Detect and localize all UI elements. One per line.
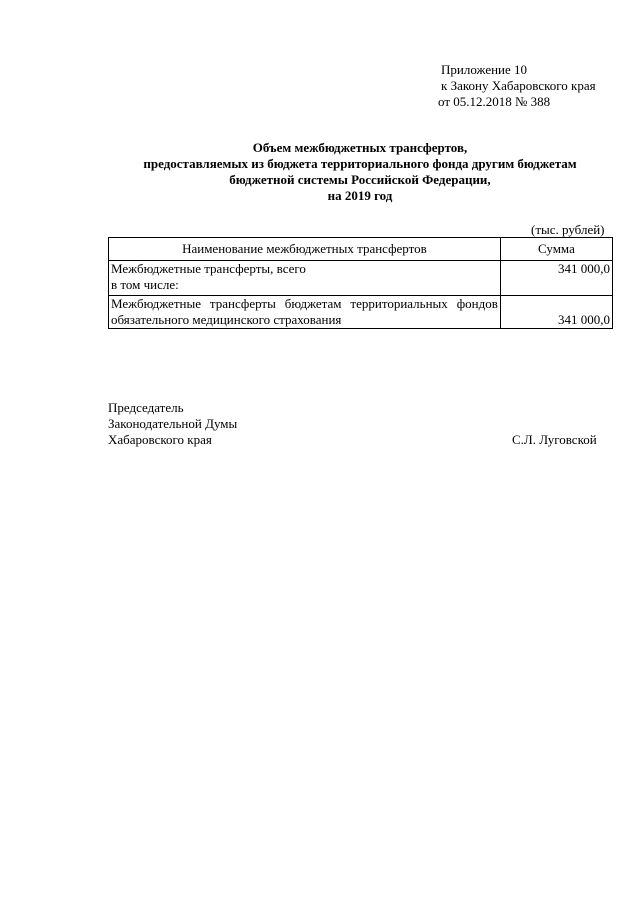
signature-title-line-2: Законодательной Думы bbox=[108, 416, 238, 431]
signer-name: С.Л. Луговской bbox=[512, 432, 597, 447]
row-name: Межбюджетные трансферты бюджетам территориальных фондов обязательного медицинского страхования bbox=[109, 296, 501, 329]
signature-title-line-3: Хабаровского края bbox=[108, 432, 212, 447]
row-name-line-2: в том числе: bbox=[111, 277, 179, 292]
title-line-3: бюджетной системы Российской Федерации, bbox=[229, 172, 491, 187]
table-header-row bbox=[109, 238, 613, 261]
row-sum: 341 000,0 bbox=[500, 261, 612, 296]
table-row bbox=[109, 261, 613, 296]
appendix-number: Приложение 10 bbox=[441, 62, 528, 77]
transfers-table bbox=[108, 237, 613, 329]
row-name-line-1: Межбюджетные трансферты, всего bbox=[111, 261, 306, 276]
appendix-header bbox=[438, 62, 596, 110]
document-title bbox=[100, 140, 620, 204]
title-line-2: предоставляемых из бюджета территориального фонда другим бюджетам bbox=[143, 156, 577, 171]
row-name-cell bbox=[109, 261, 501, 296]
appendix-law-date: от 05.12.2018 № 388 bbox=[438, 94, 551, 109]
table-row bbox=[109, 296, 613, 329]
units-label: (тыс. рублей) bbox=[531, 222, 605, 237]
row-sum: 341 000,0 bbox=[500, 296, 612, 329]
signature-block bbox=[108, 400, 237, 448]
title-line-4: на 2019 год bbox=[327, 188, 393, 203]
header-name: Наименование межбюджетных трансфертов bbox=[109, 238, 501, 261]
header-sum: Сумма bbox=[500, 238, 612, 261]
appendix-law-reference: к Закону Хабаровского края bbox=[441, 78, 596, 93]
title-line-1: Объем межбюджетных трансфертов, bbox=[252, 140, 468, 155]
signature-title-line-1: Председатель bbox=[108, 400, 184, 415]
